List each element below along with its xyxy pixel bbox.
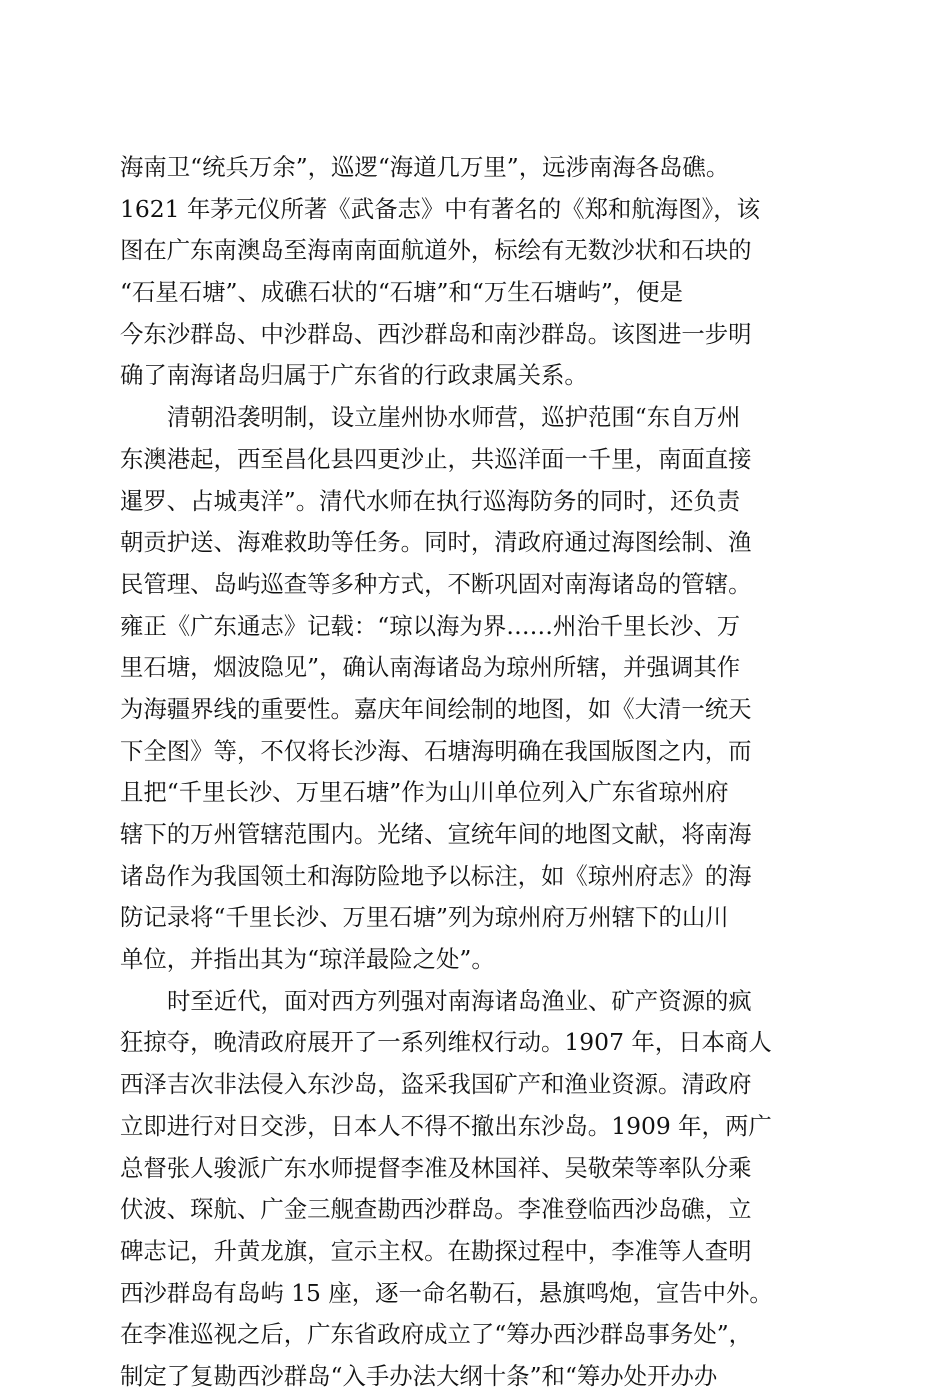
text-line: 伏波、琛航、广金三舰查勘西沙群岛。李准登临西沙岛礁，立 bbox=[120, 1195, 752, 1224]
paragraph-modern-era bbox=[120, 981, 832, 1398]
text-line: 辖下的万州管辖范围内。光绪、宣统年间的地图文献，将南海 bbox=[120, 820, 752, 848]
text-line: 诸岛作为我国领土和海防险地予以标注，如《琼州府志》的海 bbox=[120, 861, 752, 890]
text-line: 海南卫“统兵万余”，巡逻“海道几万里”，远涉南海各岛礁。 bbox=[120, 153, 730, 181]
text-line: 碑志记，升黄龙旗，宣示主权。在勘探过程中，李准等人查明 bbox=[120, 1236, 752, 1265]
text-line: 单位，并指出其为“琼洋最险之处”。 bbox=[120, 945, 495, 974]
text-line: 今东沙群岛、中沙群岛、西沙群岛和南沙群岛。该图进一步明 bbox=[120, 319, 752, 348]
text-line: 图在广东南澳岛至海南南面航道外，标绘有无数沙状和石块的 bbox=[120, 236, 752, 265]
paragraph-ming-dynasty bbox=[120, 147, 832, 397]
text-line: “石星石塘”、成礁石状的“石塘”和“万生石塘屿”，便是 bbox=[120, 278, 683, 307]
text-line: 为海疆界线的重要性。嘉庆年间绘制的地图，如《大清一统天 bbox=[120, 694, 752, 723]
text-line: 下全图》等，不仅将长沙海、石塘海明确在我国版图之内，而 bbox=[120, 736, 752, 765]
text-line: 东澳港起，西至昌化县四更沙止，共巡洋面一千里，南面直接 bbox=[120, 444, 752, 473]
text-line: 防记录将“千里长沙、万里石塘”列为琼州府万州辖下的山川 bbox=[120, 903, 729, 932]
text-line: 西泽吉次非法侵入东沙岛，盗采我国矿产和渔业资源。清政府 bbox=[120, 1070, 752, 1099]
text-line: 民管理、岛屿巡查等多种方式，不断巩固对南海诸岛的管辖。 bbox=[120, 569, 752, 598]
text-line: 在李准巡视之后，广东省政府成立了“筹办西沙群岛事务处”， bbox=[120, 1320, 753, 1349]
paragraph-qing-dynasty bbox=[120, 397, 832, 981]
text-line: 且把“千里长沙、万里石塘”作为山川单位列入广东省琼州府 bbox=[120, 778, 729, 807]
text-line: 总督张人骏派广东水师提督李准及林国祥、吴敬荣等率队分乘 bbox=[120, 1153, 752, 1182]
text-line: 确了南海诸岛归属于广东省的行政隶属关系。 bbox=[120, 361, 588, 390]
text-line: 制定了复勘西沙群岛“入手办法大纲十条”和“筹办处开办办 bbox=[120, 1361, 718, 1390]
text-line: 朝贡护送、海难救助等任务。同时，清政府通过海图绘制、渔 bbox=[120, 528, 752, 557]
document-page bbox=[120, 147, 832, 1398]
text-line: 时至近代，面对西方列强对南海诸岛渔业、矿产资源的疯 bbox=[167, 986, 752, 1015]
text-line: 清朝沿袭明制，设立崖州协水师营，巡护范围“东自万州 bbox=[167, 403, 741, 432]
text-line: 狂掠夺，晚清政府展开了一系列维权行动。1907 年，日本商人 bbox=[120, 1028, 772, 1057]
text-line: 暹罗、占城夷洋”。清代水师在执行巡海防务的同时，还负责 bbox=[120, 486, 741, 515]
text-line: 1621 年茅元仪所著《武备志》中有著名的《郑和航海图》，该 bbox=[120, 194, 761, 223]
text-line: 立即进行对日交涉，日本人不得不撤出东沙岛。1909 年，两广 bbox=[120, 1111, 772, 1140]
text-line: 西沙群岛有岛屿 15 座，逐一命名勒石，悬旗鸣炮，宣告中外。 bbox=[120, 1278, 773, 1307]
text-line: 里石塘，烟波隐见”，确认南海诸岛为琼州所辖，并强调其作 bbox=[120, 653, 741, 682]
text-line: 雍正《广东通志》记载：“琼以海为界……州治千里长沙、万 bbox=[120, 611, 741, 640]
